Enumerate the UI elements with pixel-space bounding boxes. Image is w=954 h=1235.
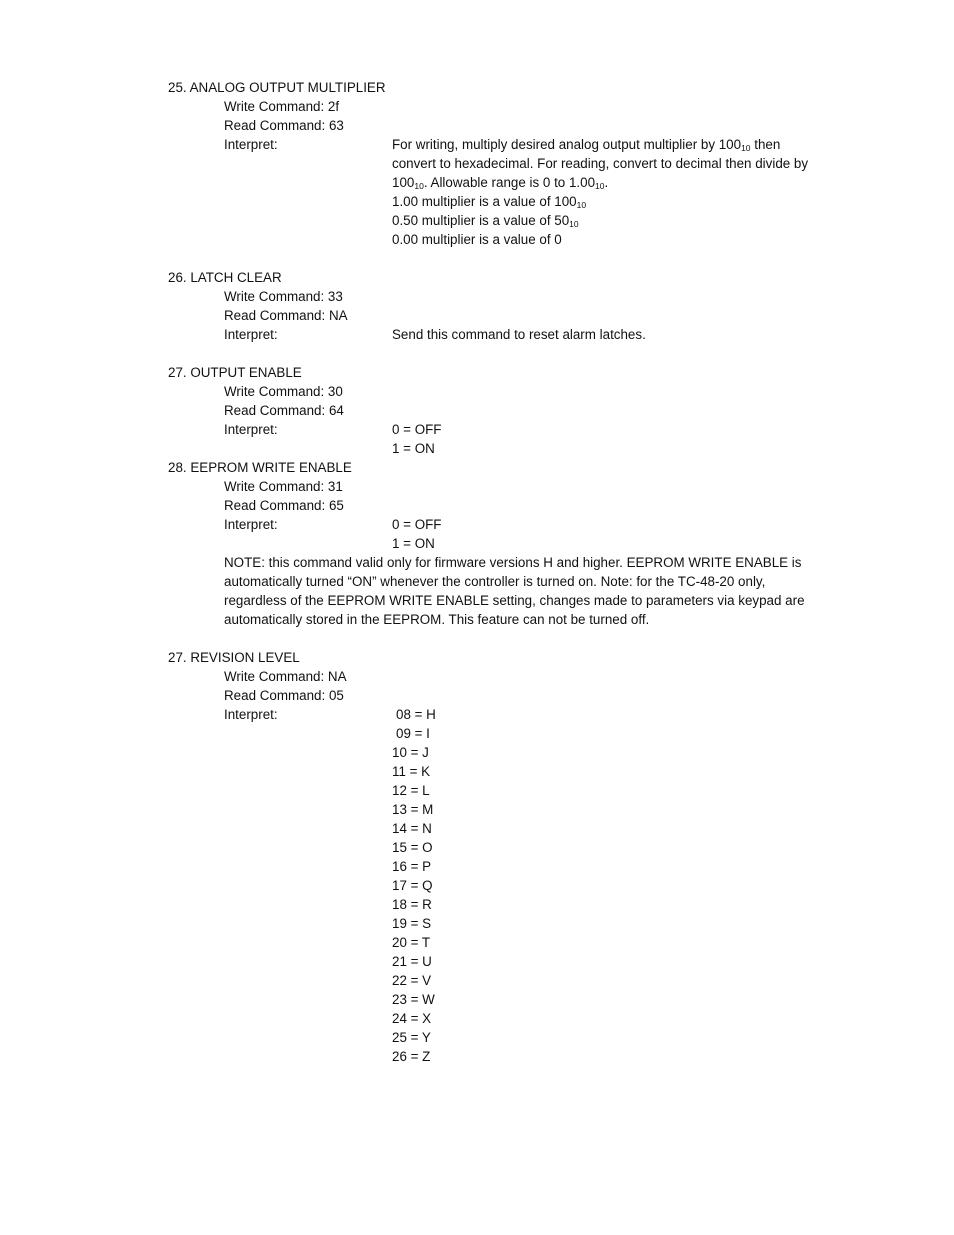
section-28-note-line: regardless of the EEPROM WRITE ENABLE setting, changes made to parameters via keypad are <box>224 593 805 608</box>
section-25-read-command: Read Command: 63 <box>224 118 344 133</box>
section-27-output-enable-value-off: 0 = OFF <box>392 422 442 437</box>
spacer <box>0 344 954 363</box>
revision-value: 26 = Z <box>392 1049 431 1064</box>
section-25-interpret-label: Interpret: <box>224 137 278 152</box>
section-28-interpret-label: Interpret: <box>224 517 278 532</box>
section-25-interpret-line-3: $100_{10}$. Allowable range is 0 to $1.00_{10}$. <box>392 175 609 191</box>
spacer <box>0 249 954 268</box>
section-27-output-enable-value-on: 1 = ON <box>392 441 435 456</box>
revision-value: 20 = T <box>392 935 431 950</box>
section-27-output-enable-interpret-label: Interpret: <box>224 422 278 437</box>
revision-value: 14 = N <box>392 821 432 836</box>
revision-value: 24 = X <box>392 1011 432 1026</box>
section-25-interpret-line-5: 0.50 multiplier is a value of $50_{10}$ <box>392 213 579 229</box>
section-28-note-line: automatically stored in the EEPROM. This feature can not be turned off. <box>224 612 650 627</box>
revision-value: 10 = J <box>392 745 429 760</box>
section-27-output-enable-heading: 27. OUTPUT ENABLE <box>168 365 302 380</box>
revision-value: 22 = V <box>392 973 432 988</box>
revision-value: 25 = Y <box>392 1030 431 1045</box>
section-26-interpret-row <box>0 325 954 344</box>
section-26-interpret-label: Interpret: <box>224 327 278 342</box>
section-26-interpret-text: Send this command to reset alarm latches. <box>392 327 646 342</box>
spacer <box>0 629 954 648</box>
revision-value: 11 = K <box>392 764 431 779</box>
section-26-write-command: Write Command: 33 <box>224 289 343 304</box>
section-25-interpret-row <box>0 135 954 154</box>
section-27-revision-level-interpret-label: Interpret: <box>224 707 278 722</box>
revision-value: 19 = S <box>392 916 432 931</box>
section-25-interpret-line-1: For writing, multiply desired analog output multiplier by $100_{10}$ then <box>392 137 781 153</box>
section-25-interpret-line-4: 1.00 multiplier is a value of $100_{10}$ <box>392 194 587 210</box>
revision-value: 18 = R <box>392 897 432 912</box>
section-27-output-enable-write-command: Write Command: 30 <box>224 384 343 399</box>
revision-value: 09 = I <box>396 726 430 741</box>
section-28-heading: 28. EEPROM WRITE ENABLE <box>168 460 352 475</box>
section-26-read-command: Read Command: NA <box>224 308 348 323</box>
section-28-note-line: NOTE: this command valid only for firmware versions H and higher. EEPROM WRITE ENABLE is <box>224 555 802 570</box>
section-28-value-on: 1 = ON <box>392 536 435 551</box>
section-27-output-enable-interpret-row <box>0 420 954 439</box>
section-28-value-off: 0 = OFF <box>392 517 442 532</box>
revision-value: 12 = L <box>392 783 430 798</box>
section-27-revision-level-heading: 27. REVISION LEVEL <box>168 650 300 665</box>
revision-value: 13 = M <box>392 802 434 817</box>
revision-value: 21 = U <box>392 954 432 969</box>
section-25-heading: 25. ANALOG OUTPUT MULTIPLIER <box>168 80 386 95</box>
section-27-revision-level-interpret-row <box>0 705 954 724</box>
revision-value: 23 = W <box>392 992 435 1007</box>
document-page <box>0 78 954 1066</box>
revision-value: 16 = P <box>392 859 432 874</box>
section-27-revision-level-write-command: Write Command: NA <box>224 669 347 684</box>
revision-value: 08 = H <box>396 707 436 722</box>
section-28-interpret-row <box>0 515 954 534</box>
section-25-interpret-line-2: convert to hexadecimal. For reading, convert to decimal then divide by <box>392 156 809 171</box>
section-26-heading: 26. LATCH CLEAR <box>168 270 282 285</box>
revision-value: 15 = O <box>392 840 433 855</box>
section-27-output-enable-read-command: Read Command: 64 <box>224 403 344 418</box>
section-28-read-command: Read Command: 65 <box>224 498 344 513</box>
section-25-interpret-line-6: 0.00 multiplier is a value of 0 <box>392 232 562 247</box>
section-27-revision-level-read-command: Read Command: 05 <box>224 688 344 703</box>
revision-value: 17 = Q <box>392 878 433 893</box>
section-25-write-command: Write Command: 2f <box>224 99 340 114</box>
section-28-write-command: Write Command: 31 <box>224 479 343 494</box>
section-28-note-line: automatically turned “ON” whenever the controller is turned on. Note: for the TC-48-20 only, <box>224 574 766 589</box>
